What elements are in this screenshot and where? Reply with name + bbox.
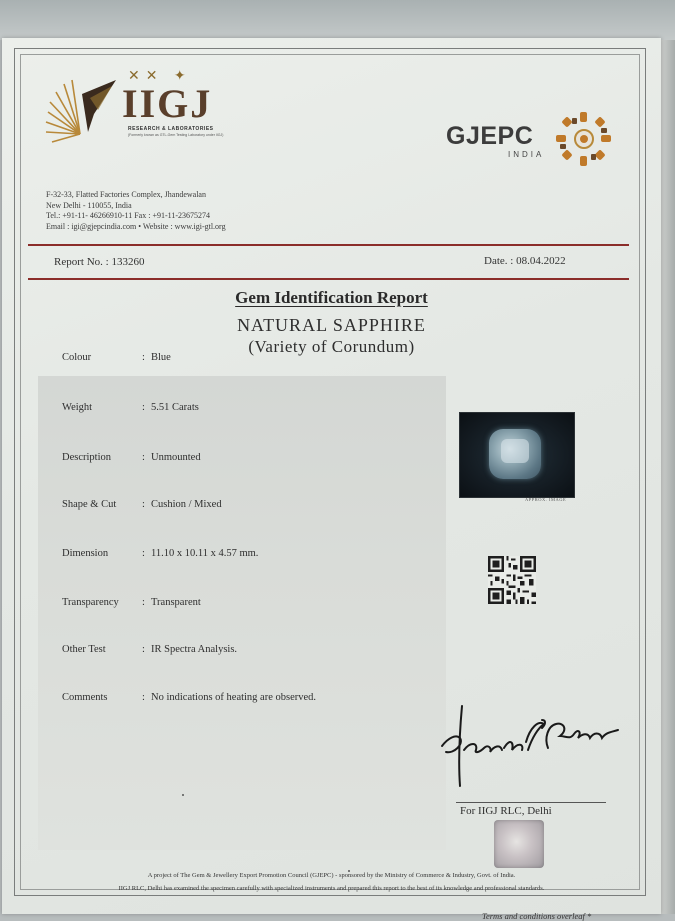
- field-value: 11.10 x 10.11 x 4.57 mm.: [151, 548, 259, 559]
- report-title-text: Gem Identification Report: [235, 288, 428, 307]
- details-panel: [38, 376, 446, 850]
- field-label: Weight: [62, 402, 93, 413]
- field-value: IR Spectra Analysis.: [151, 644, 238, 655]
- header-divider-top: [28, 244, 629, 246]
- iigj-wordmark: IIGJ: [122, 81, 213, 126]
- sapphire-image: [489, 429, 541, 479]
- field-label: Other Test: [62, 644, 106, 655]
- hologram-seal-icon: [494, 820, 544, 868]
- qr-code-icon[interactable]: [488, 556, 536, 604]
- field-value: No indications of heating are observed.: [151, 692, 317, 703]
- gjepc-country: INDIA: [508, 150, 545, 159]
- image-caption: APPROX. IMAGE: [525, 497, 567, 502]
- address-line-1: F-32-33, Flatted Factories Complex, Jhandewalan: [46, 190, 206, 199]
- field-value: Blue: [151, 352, 171, 363]
- photo-background-top: [0, 0, 675, 40]
- field-value: Cushion / Mixed: [151, 499, 222, 510]
- report-title: [2, 288, 661, 308]
- gem-photo: [459, 412, 575, 498]
- field-label: Transparency: [62, 597, 119, 608]
- logo-stars-icon: ✕✕ ✦: [128, 68, 192, 84]
- gjepc-wordmark: GJEPC: [446, 122, 534, 150]
- stone-variety: (Variety of Corundum): [248, 337, 415, 356]
- signatory-label: For IIGJ RLC, Delhi: [460, 805, 552, 817]
- photo-background-right: [659, 40, 675, 914]
- field-label: Shape & Cut: [62, 499, 117, 510]
- iigj-sunburst-logo-icon: [42, 74, 120, 146]
- field-value: Transparent: [151, 597, 201, 608]
- footer-project-note: A project of The Gem & Jewellery Export Promotion Council (GJEPC) - sponsored by the Ministry of Commerce & Industry, Govt. of India.: [147, 872, 516, 879]
- field-value: 5.51 Carats: [151, 402, 199, 413]
- terms-note: Terms and conditions overleaf *: [482, 911, 592, 921]
- field-label: Description: [62, 452, 111, 463]
- signature-icon: [434, 698, 624, 788]
- lab-address: [46, 190, 226, 232]
- field-label: Comments: [62, 692, 108, 703]
- gjepc-emblem-icon: [554, 110, 614, 168]
- certificate-sheet: ✕✕ ✦ IIGJ RESEARCH & LABORATORIES (Formerly known as GTL-Gem Testing Laboratory under IIGJ) GJEPC INDIA F-32-33, Flatted Factories Complex, Jhandewalan New Delhi - 110055, India Tel.: +91-11- 46266910-11 Fax : +91-11-23675274 Email : igi@gjepcindia.com • Website : www.igi-gtl.org Report No. : 133260 Date. : 08.04.2022 Gem Identification Report NATURAL SAPPHIRE (Variety of Corundum) Colour : Blue Weight : 5.51 Carats Description : Unmounted Shape & Cut : Cushion / Mixed Dimension : 11.10 x 10.11 x 4.57 mm. Transparency : Transparent Other Test : IR Spectra Analysis. Comments : No indications of heating are observed. APPROX. IMAGE For IIGJ RLC, Delhi A project of The Gem & Jewellery Export Promotion Council (GJEPC) - sponsored by the Ministry of Commerce & Industry, Govt. of India. IIGJ RLC, Delhi has examined the specimen carefully with specialized instruments and prepared this report to the best of its knowledge and professional standards. Terms and conditions overleaf *: [2, 38, 661, 914]
- field-label: Colour: [62, 352, 92, 363]
- lab-tagline: RESEARCH & LABORATORIES: [128, 126, 214, 132]
- address-line-2: New Delhi - 110055, India: [46, 200, 132, 210]
- address-phone: Tel.: +91-11- 46266910-11 Fax : +91-11-23675274: [46, 211, 210, 220]
- report-date: Date. : 08.04.2022: [484, 255, 566, 267]
- stone-name: NATURAL SAPPHIRE: [237, 315, 426, 335]
- signature-line: [456, 802, 606, 803]
- footer-disclaimer: IIGJ RLC, Delhi has examined the specimen carefully with specialized instruments and prepared this report to the best of its knowledge and professional standards.: [118, 885, 545, 892]
- address-email-website: Email : igi@gjepcindia.com • Website : www.igi-gtl.org: [46, 221, 226, 231]
- header-divider-bottom: [28, 278, 629, 280]
- field-value: Unmounted: [151, 452, 201, 463]
- lab-subtag: (Formerly known as GTL-Gem Testing Laboratory under IIGJ): [128, 133, 224, 137]
- field-label: Dimension: [62, 548, 109, 559]
- report-number: Report No. : 133260: [54, 256, 145, 268]
